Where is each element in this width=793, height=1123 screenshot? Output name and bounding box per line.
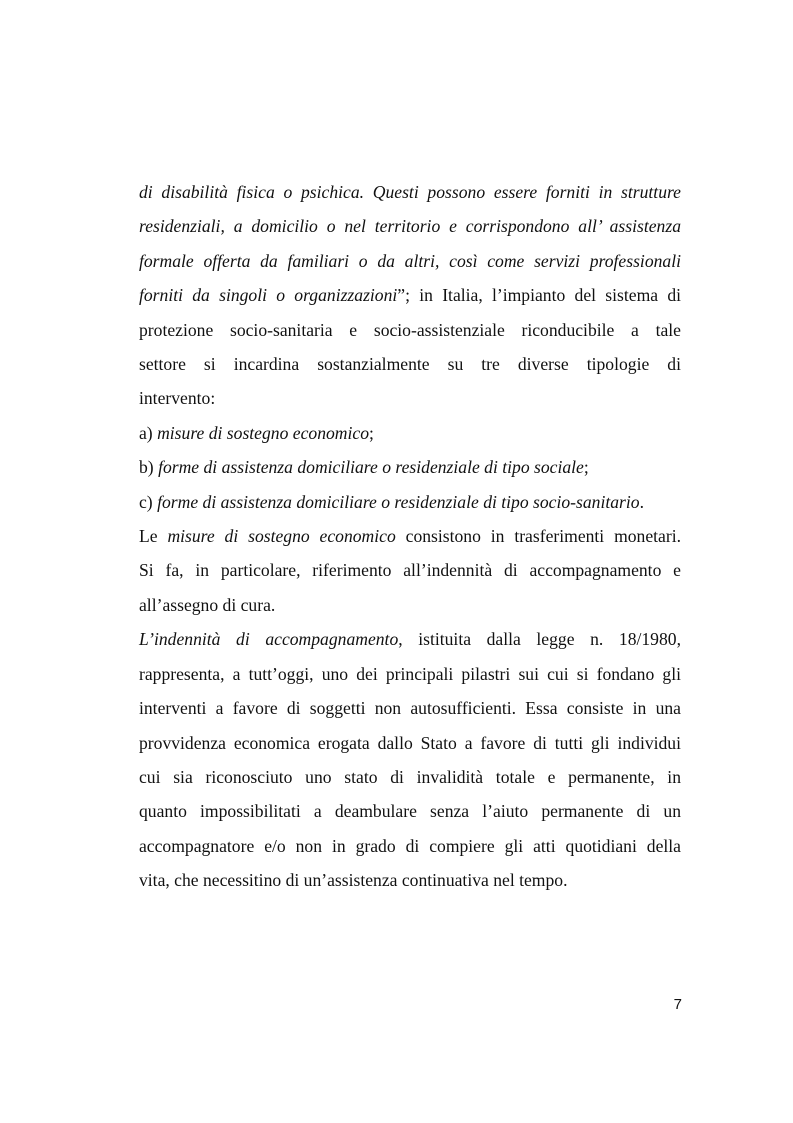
body-text <box>139 175 681 898</box>
text-line: quanto impossibilitati a deambulare senza l’aiuto permanente di un <box>139 801 681 822</box>
text-line: L’indennità di accompagnamento, istituita dalla legge n. 18/1980, <box>139 629 681 650</box>
text-line: vita, che necessitino di un’assistenza continuativa nel tempo. <box>139 870 568 891</box>
text-line: Le misure di sostegno economico consistono in trasferimenti monetari. <box>139 526 681 547</box>
text-line: cui sia riconosciuto uno stato di invalidità totale e permanente, in <box>139 766 681 787</box>
page-number: 7 <box>673 996 682 1013</box>
text-line: settore si incardina sostanzialmente su tre diverse tipologie di <box>139 354 681 375</box>
text-line: protezione socio-sanitaria e socio-assistenziale riconducibile a tale <box>139 319 681 340</box>
text-line: interventi a favore di soggetti non autosufficienti. Essa consiste in una <box>139 698 681 719</box>
text-line: accompagnatore e/o non in grado di compiere gli atti quotidiani della <box>139 835 681 856</box>
paragraph-indennita <box>139 622 681 897</box>
text-line: Si fa, in particolare, riferimento all’indennità di accompagnamento e <box>139 560 681 581</box>
text-line: residenziali, a domicilio o nel territorio e corrispondono all’ assistenza <box>139 216 681 237</box>
list-item-a: a) misure di sostegno economico; <box>139 422 374 443</box>
paragraph-intro <box>139 175 681 416</box>
list-item-c: c) forme di assistenza domiciliare o residenziale di tipo socio-sanitario. <box>139 491 644 512</box>
text-line: rappresenta, a tutt’oggi, uno dei principali pilastri sui cui si fondano gli <box>139 663 681 684</box>
text-line: forniti da singoli o organizzazioni”; in Italia, l’impianto del sistema di <box>139 285 682 306</box>
text-line: provvidenza economica erogata dallo Stato a favore di tutti gli individui <box>139 732 681 753</box>
list-item-b: b) forme di assistenza domiciliare o residenziale di tipo sociale; <box>139 457 589 478</box>
text-line: all’assegno di cura. <box>139 594 276 615</box>
text-line: formale offerta da familiari o da altri, così come servizi professionali <box>139 250 681 271</box>
text-line: intervento: <box>139 388 216 409</box>
paragraph-economic-measures <box>139 519 681 622</box>
text-line: di disabilità fisica o psichica. Questi possono essere forniti in strutture <box>139 182 681 202</box>
